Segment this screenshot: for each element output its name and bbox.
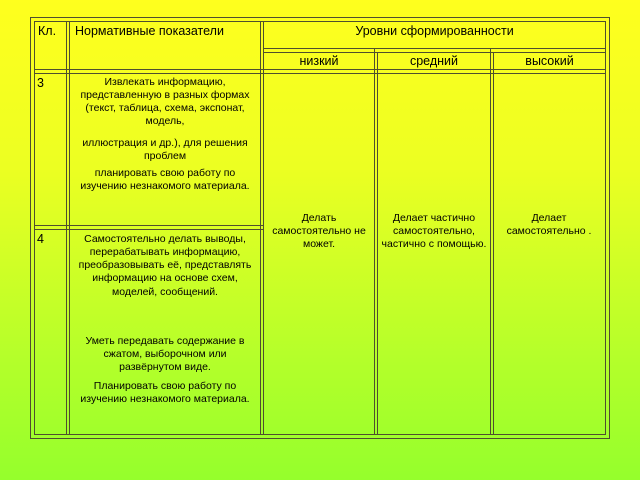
table-border-right-inner xyxy=(605,21,606,435)
table-border-top xyxy=(30,17,610,18)
header-high: высокий xyxy=(525,54,574,68)
col-sep-low-2 xyxy=(377,52,378,435)
table-border-top-inner xyxy=(34,21,606,22)
col-sep-indicators xyxy=(260,21,261,435)
row-3-indicator-3: планировать свою работу по изучению незнакомого материала. xyxy=(80,167,250,193)
col-sep-indicators-2 xyxy=(263,21,264,435)
col-sep-medium xyxy=(490,48,491,435)
header-bottom-left xyxy=(34,69,264,70)
header-grade: Кл. xyxy=(38,24,57,38)
row-3-indicator-1: Извлекать информацию, представленную в разных формах (текст, таблица, схема, экспонат, модель, xyxy=(80,76,250,128)
header-low: низкий xyxy=(299,54,339,68)
header-medium: средний xyxy=(409,54,459,68)
level-high-desc: Делает самостоятельно . xyxy=(506,212,592,238)
row-separator xyxy=(34,225,264,226)
level-low-desc: Делать самостоятельно не может. xyxy=(272,212,366,251)
table-border-left xyxy=(30,17,31,439)
row-3-indicator-2: иллюстрация и др.), для решения проблем xyxy=(82,137,248,163)
row-separator-2 xyxy=(34,229,264,230)
header-bottom-right-2 xyxy=(263,73,606,74)
header-bottom-left-2 xyxy=(34,73,264,74)
table-border-right xyxy=(609,17,610,439)
table-border-left-inner xyxy=(34,21,35,435)
header-bottom-right xyxy=(263,69,606,70)
levels-subheader-line xyxy=(263,48,606,49)
col-sep-medium-2 xyxy=(493,52,494,435)
col-sep-grade-2 xyxy=(69,21,70,435)
table-border-bottom-inner xyxy=(34,434,606,435)
header-indicators: Нормативные показатели xyxy=(75,24,224,38)
col-sep-grade xyxy=(66,21,67,435)
row-4-indicator-2: Уметь передавать содержание в сжатом, выборочном или развёрнутом виде. xyxy=(85,335,245,374)
row-4-grade: 4 xyxy=(37,232,44,246)
level-medium-desc: Делает частично самостоятельно, частично с помощью. xyxy=(381,212,487,251)
row-4-indicator-3: Планировать свою работу по изучению незнакомого материала. xyxy=(80,380,250,406)
col-sep-low xyxy=(374,48,375,435)
levels-subheader-line-2 xyxy=(263,52,606,53)
row-4-indicator-1: Самостоятельно делать выводы, перерабатывать информацию, преобразовывать её, представлять информацию на основе схем, моделей, сообщений. xyxy=(78,233,252,298)
row-3-grade: 3 xyxy=(37,76,44,90)
header-levels: Уровни сформированности xyxy=(355,24,514,38)
table-border-bottom xyxy=(30,438,610,439)
